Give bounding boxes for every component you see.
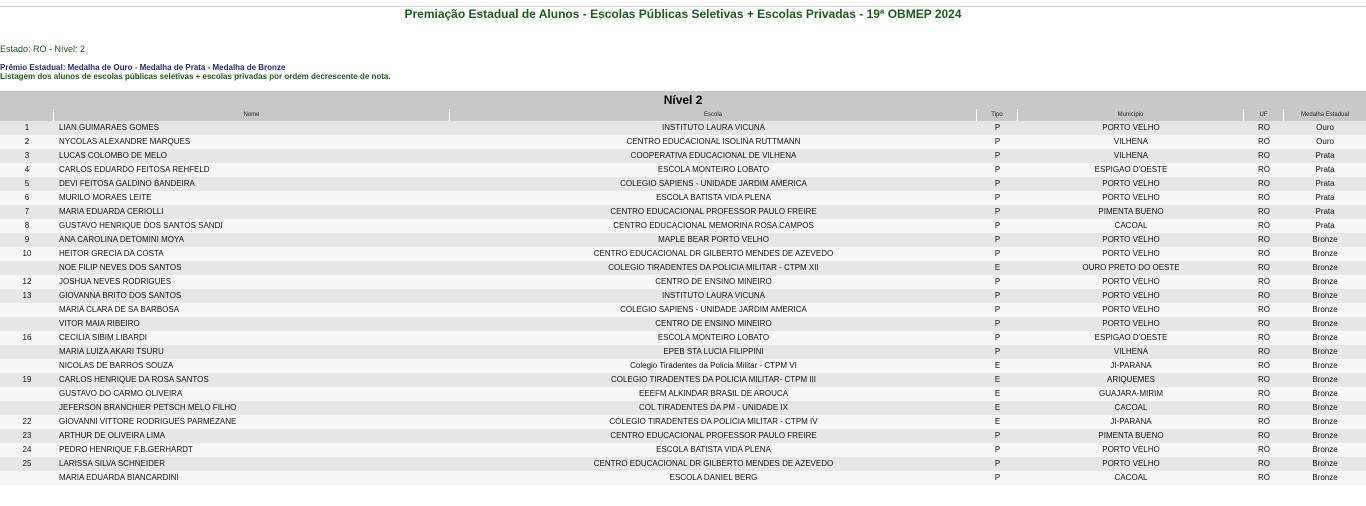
table-row <box>0 219 1366 233</box>
position-cell: 10 <box>0 247 54 261</box>
medal-cell: Bronze <box>1284 359 1366 373</box>
table-row <box>0 429 1366 443</box>
type-cell: P <box>977 443 1018 457</box>
medal-cell: Bronze <box>1284 373 1366 387</box>
medal-cell: Bronze <box>1284 233 1366 247</box>
medal-cell: Prata <box>1284 149 1366 163</box>
table-body <box>0 121 1366 485</box>
uf-cell: RO <box>1244 317 1284 331</box>
type-cell: P <box>977 289 1018 303</box>
name-cell: GUSTAVO DO CARMO OLIVEIRA <box>54 387 450 401</box>
level-title: Nível 2 <box>0 91 1366 109</box>
table-row <box>0 345 1366 359</box>
uf-cell: RO <box>1244 387 1284 401</box>
name-cell: DEVI FEITOSA GALDINO BANDEIRA <box>54 177 450 191</box>
school-cell: Colegio Tiradentes da Policia Militar - CTPM VI <box>450 359 977 373</box>
school-cell: CENTRO EDUCACIONAL DR GILBERTO MENDES DE AZEVEDO <box>450 247 977 261</box>
city-cell: PORTO VELHO <box>1018 191 1244 205</box>
city-cell: OURO PRETO DO OESTE <box>1018 261 1244 275</box>
header-type: Tipo <box>977 109 1018 121</box>
header-name: Nome <box>54 109 450 121</box>
medal-cell: Bronze <box>1284 387 1366 401</box>
type-cell: P <box>977 205 1018 219</box>
name-cell: MARIA EDUARDA BIANCARDINI <box>54 471 450 485</box>
position-cell <box>0 317 54 331</box>
table-row <box>0 121 1366 135</box>
school-cell: CENTRO EDUCACIONAL PROFESSOR PAULO FREIRE <box>450 205 977 219</box>
city-cell: VILHENA <box>1018 149 1244 163</box>
type-cell: P <box>977 303 1018 317</box>
uf-cell: RO <box>1244 163 1284 177</box>
name-cell: PEDRO HENRIQUE F.B.GERHARDT <box>54 443 450 457</box>
type-cell: P <box>977 331 1018 345</box>
city-cell: PORTO VELHO <box>1018 177 1244 191</box>
position-cell: 22 <box>0 415 54 429</box>
name-cell: CARLOS EDUARDO FEITOSA REHFELD <box>54 163 450 177</box>
name-cell: MARIA EDUARDA CERIOLLI <box>54 205 450 219</box>
school-cell: ESCOLA DANIEL BERG <box>450 471 977 485</box>
city-cell: PORTO VELHO <box>1018 247 1244 261</box>
name-cell: JOSHUA NEVES RODRIGUES <box>54 275 450 289</box>
name-cell: GIOVANNA BRITO DOS SANTOS <box>54 289 450 303</box>
city-cell: GUAJARA-MIRIM <box>1018 387 1244 401</box>
school-cell: COLEGIO SAPIENS - UNIDADE JARDIM AMERICA <box>450 303 977 317</box>
table-row <box>0 303 1366 317</box>
school-cell: EEEFM ALKINDAR BRASIL DE AROUCA <box>450 387 977 401</box>
school-cell: MAPLE BEAR PORTO VELHO <box>450 233 977 247</box>
uf-cell: RO <box>1244 443 1284 457</box>
uf-cell: RO <box>1244 261 1284 275</box>
medal-cell: Bronze <box>1284 415 1366 429</box>
name-cell: NYCOLAS ALEXANDRE MARQUES <box>54 135 450 149</box>
medal-cell: Prata <box>1284 205 1366 219</box>
type-cell: P <box>977 457 1018 471</box>
uf-cell: RO <box>1244 275 1284 289</box>
city-cell: PORTO VELHO <box>1018 233 1244 247</box>
name-cell: LUCAS COLOMBO DE MELO <box>54 149 450 163</box>
table-row <box>0 191 1366 205</box>
city-cell: VILHENA <box>1018 135 1244 149</box>
city-cell: PIMENTA BUENO <box>1018 429 1244 443</box>
position-cell <box>0 359 54 373</box>
type-cell: P <box>977 191 1018 205</box>
medal-cell: Bronze <box>1284 471 1366 485</box>
city-cell: PORTO VELHO <box>1018 303 1244 317</box>
type-cell: P <box>977 177 1018 191</box>
name-cell: LIAN GUIMARAES GOMES <box>54 121 450 135</box>
uf-cell: RO <box>1244 233 1284 247</box>
header-city: Município <box>1018 109 1244 121</box>
city-cell: CACOAL <box>1018 219 1244 233</box>
school-cell: COOPERATIVA EDUCACIONAL DE VILHENA <box>450 149 977 163</box>
school-cell: COLEGIO TIRADENTES DA POLICIA MILITAR- CTPM III <box>450 373 977 387</box>
city-cell: ARIQUEMES <box>1018 373 1244 387</box>
school-cell: ESCOLA MONTEIRO LOBATO <box>450 331 977 345</box>
city-cell: JI-PARANA <box>1018 359 1244 373</box>
position-cell: 2 <box>0 135 54 149</box>
table-row <box>0 415 1366 429</box>
type-cell: P <box>977 429 1018 443</box>
name-cell: VITOR MAIA RIBEIRO <box>54 317 450 331</box>
medal-cell: Bronze <box>1284 345 1366 359</box>
name-cell: CARLOS HENRIQUE DA ROSA SANTOS <box>54 373 450 387</box>
type-cell: P <box>977 247 1018 261</box>
school-cell: CENTRO EDUCACIONAL DR GILBERTO MENDES DE AZEVEDO <box>450 457 977 471</box>
uf-cell: RO <box>1244 177 1284 191</box>
name-cell: NOE FILIP NEVES DOS SANTOS <box>54 261 450 275</box>
table-row <box>0 135 1366 149</box>
type-cell: E <box>977 359 1018 373</box>
table-row <box>0 275 1366 289</box>
name-cell: LARISSA SILVA SCHNEIDER <box>54 457 450 471</box>
city-cell: JI-PARANA <box>1018 415 1244 429</box>
type-cell: E <box>977 387 1018 401</box>
uf-cell: RO <box>1244 135 1284 149</box>
table-row <box>0 163 1366 177</box>
medal-cell: Prata <box>1284 219 1366 233</box>
school-cell: ESCOLA BATISTA VIDA PLENA <box>450 191 977 205</box>
position-cell: 19 <box>0 373 54 387</box>
type-cell: E <box>977 261 1018 275</box>
medal-cell: Bronze <box>1284 401 1366 415</box>
table-row <box>0 457 1366 471</box>
medal-cell: Bronze <box>1284 443 1366 457</box>
type-cell: P <box>977 233 1018 247</box>
uf-cell: RO <box>1244 429 1284 443</box>
uf-cell: RO <box>1244 247 1284 261</box>
results-table <box>0 91 1366 485</box>
position-cell <box>0 345 54 359</box>
medal-cell: Bronze <box>1284 261 1366 275</box>
medal-cell: Bronze <box>1284 289 1366 303</box>
position-cell: 25 <box>0 457 54 471</box>
position-cell <box>0 401 54 415</box>
type-cell: P <box>977 345 1018 359</box>
header-position <box>0 109 54 121</box>
school-cell: ESCOLA MONTEIRO LOBATO <box>450 163 977 177</box>
city-cell: PORTO VELHO <box>1018 443 1244 457</box>
table-row <box>0 443 1366 457</box>
name-cell: NICOLAS DE BARROS SOUZA <box>54 359 450 373</box>
city-cell: ESPIGAO D'OESTE <box>1018 163 1244 177</box>
city-cell: PORTO VELHO <box>1018 457 1244 471</box>
position-cell: 4 <box>0 163 54 177</box>
position-cell <box>0 303 54 317</box>
uf-cell: RO <box>1244 373 1284 387</box>
uf-cell: RO <box>1244 359 1284 373</box>
uf-cell: RO <box>1244 415 1284 429</box>
table-row <box>0 387 1366 401</box>
listing-description: Listagem dos alunos de escolas públicas seletivas + escolas privadas por ordem decrescente de nota. <box>0 72 391 81</box>
type-cell: P <box>977 121 1018 135</box>
school-cell: COLEGIO TIRADENTES DA POLICIA MILITAR - CTPM IV <box>450 415 977 429</box>
medal-cell: Bronze <box>1284 457 1366 471</box>
position-cell: 1 <box>0 121 54 135</box>
school-cell: COLEGIO TIRADENTES DA POLICIA MILITAR - CTPM XII <box>450 261 977 275</box>
school-cell: INSTITUTO LAURA VICUNA <box>450 289 977 303</box>
uf-cell: RO <box>1244 471 1284 485</box>
school-cell: EPEB STA LUCIA FILIPPINI <box>450 345 977 359</box>
uf-cell: RO <box>1244 289 1284 303</box>
uf-cell: RO <box>1244 149 1284 163</box>
position-cell: 5 <box>0 177 54 191</box>
position-cell: 3 <box>0 149 54 163</box>
table-row <box>0 205 1366 219</box>
type-cell: P <box>977 163 1018 177</box>
table-row <box>0 373 1366 387</box>
name-cell: JEFERSON BRANCHIER PETSCH MELO FILHO <box>54 401 450 415</box>
school-cell: CENTRO DE ENSINO MINEIRO <box>450 317 977 331</box>
uf-cell: RO <box>1244 457 1284 471</box>
table-row <box>0 331 1366 345</box>
header-medal: Medalha Estadual <box>1284 109 1366 121</box>
table-row <box>0 177 1366 191</box>
table-row <box>0 401 1366 415</box>
uf-cell: RO <box>1244 303 1284 317</box>
table-row <box>0 471 1366 485</box>
type-cell: E <box>977 373 1018 387</box>
table-row <box>0 247 1366 261</box>
table-row <box>0 359 1366 373</box>
city-cell: PORTO VELHO <box>1018 317 1244 331</box>
city-cell: PIMENTA BUENO <box>1018 205 1244 219</box>
medal-cell: Prata <box>1284 177 1366 191</box>
table-row <box>0 233 1366 247</box>
position-cell <box>0 387 54 401</box>
medal-cell: Ouro <box>1284 135 1366 149</box>
position-cell: 13 <box>0 289 54 303</box>
position-cell: 7 <box>0 205 54 219</box>
header-school: Escola <box>450 109 977 121</box>
medal-cell: Bronze <box>1284 275 1366 289</box>
school-cell: CENTRO EDUCACIONAL PROFESSOR PAULO FREIRE <box>450 429 977 443</box>
position-cell: 23 <box>0 429 54 443</box>
type-cell: P <box>977 219 1018 233</box>
medal-cell: Prata <box>1284 191 1366 205</box>
school-cell: CENTRO EDUCACIONAL ISOLINA RUTTMANN <box>450 135 977 149</box>
uf-cell: RO <box>1244 191 1284 205</box>
medal-cell: Bronze <box>1284 303 1366 317</box>
type-cell: P <box>977 317 1018 331</box>
type-cell: P <box>977 135 1018 149</box>
name-cell: MARIA CLARA DE SA BARBOSA <box>54 303 450 317</box>
city-cell: ESPIGAO D'OESTE <box>1018 331 1244 345</box>
position-cell: 6 <box>0 191 54 205</box>
school-cell: COLEGIO SAPIENS - UNIDADE JARDIM AMERICA <box>450 177 977 191</box>
name-cell: ANA CAROLINA DETOMINI MOYA <box>54 233 450 247</box>
award-description: Prêmio Estadual: Medalha de Ouro - Medalha de Prata - Medalha de Bronze <box>0 63 286 72</box>
uf-cell: RO <box>1244 219 1284 233</box>
type-cell: P <box>977 275 1018 289</box>
city-cell: CACOAL <box>1018 471 1244 485</box>
name-cell: GIOVANNI VITTORE RODRIGUES PARMEZANE <box>54 415 450 429</box>
uf-cell: RO <box>1244 331 1284 345</box>
table-row <box>0 261 1366 275</box>
table-row <box>0 289 1366 303</box>
type-cell: P <box>977 149 1018 163</box>
uf-cell: RO <box>1244 401 1284 415</box>
position-cell: 9 <box>0 233 54 247</box>
school-cell: ESCOLA BATISTA VIDA PLENA <box>450 443 977 457</box>
position-cell: 8 <box>0 219 54 233</box>
name-cell: ARTHUR DE OLIVEIRA LIMA <box>54 429 450 443</box>
name-cell: HEITOR GRECIA DA COSTA <box>54 247 450 261</box>
city-cell: PORTO VELHO <box>1018 275 1244 289</box>
position-cell <box>0 471 54 485</box>
school-cell: COL TIRADENTES DA PM - UNIDADE IX <box>450 401 977 415</box>
position-cell: 16 <box>0 331 54 345</box>
uf-cell: RO <box>1244 345 1284 359</box>
position-cell <box>0 261 54 275</box>
city-cell: PORTO VELHO <box>1018 289 1244 303</box>
medal-cell: Bronze <box>1284 331 1366 345</box>
name-cell: GUSTAVO HENRIQUE DOS SANTOS SANDI <box>54 219 450 233</box>
medal-cell: Bronze <box>1284 317 1366 331</box>
medal-cell: Ouro <box>1284 121 1366 135</box>
name-cell: MURILO MORAES LEITE <box>54 191 450 205</box>
position-cell: 24 <box>0 443 54 457</box>
school-cell: INSTITUTO LAURA VICUNA <box>450 121 977 135</box>
city-cell: CACOAL <box>1018 401 1244 415</box>
state-level-line: Estado: RO - Nível: 2 <box>0 44 86 54</box>
table-row <box>0 317 1366 331</box>
table-row <box>0 149 1366 163</box>
name-cell: MARIA LUIZA AKARI TSURU <box>54 345 450 359</box>
uf-cell: RO <box>1244 205 1284 219</box>
type-cell: P <box>977 471 1018 485</box>
school-cell: CENTRO EDUCACIONAL MEMORINA ROSA CAMPOS <box>450 219 977 233</box>
uf-cell: RO <box>1244 121 1284 135</box>
medal-cell: Bronze <box>1284 247 1366 261</box>
school-cell: CENTRO DE ENSINO MINEIRO <box>450 275 977 289</box>
medal-cell: Bronze <box>1284 429 1366 443</box>
page-title: Premiação Estadual de Alunos - Escolas Públicas Seletivas + Escolas Privadas - 19ª OBMEP 2024 <box>404 7 962 21</box>
position-cell: 12 <box>0 275 54 289</box>
medal-cell: Prata <box>1284 163 1366 177</box>
city-cell: VILHENA <box>1018 345 1244 359</box>
city-cell: PORTO VELHO <box>1018 121 1244 135</box>
type-cell: E <box>977 415 1018 429</box>
header-uf: UF <box>1244 109 1284 121</box>
type-cell: E <box>977 401 1018 415</box>
name-cell: CECILIA SIBIM LIBARDI <box>54 331 450 345</box>
